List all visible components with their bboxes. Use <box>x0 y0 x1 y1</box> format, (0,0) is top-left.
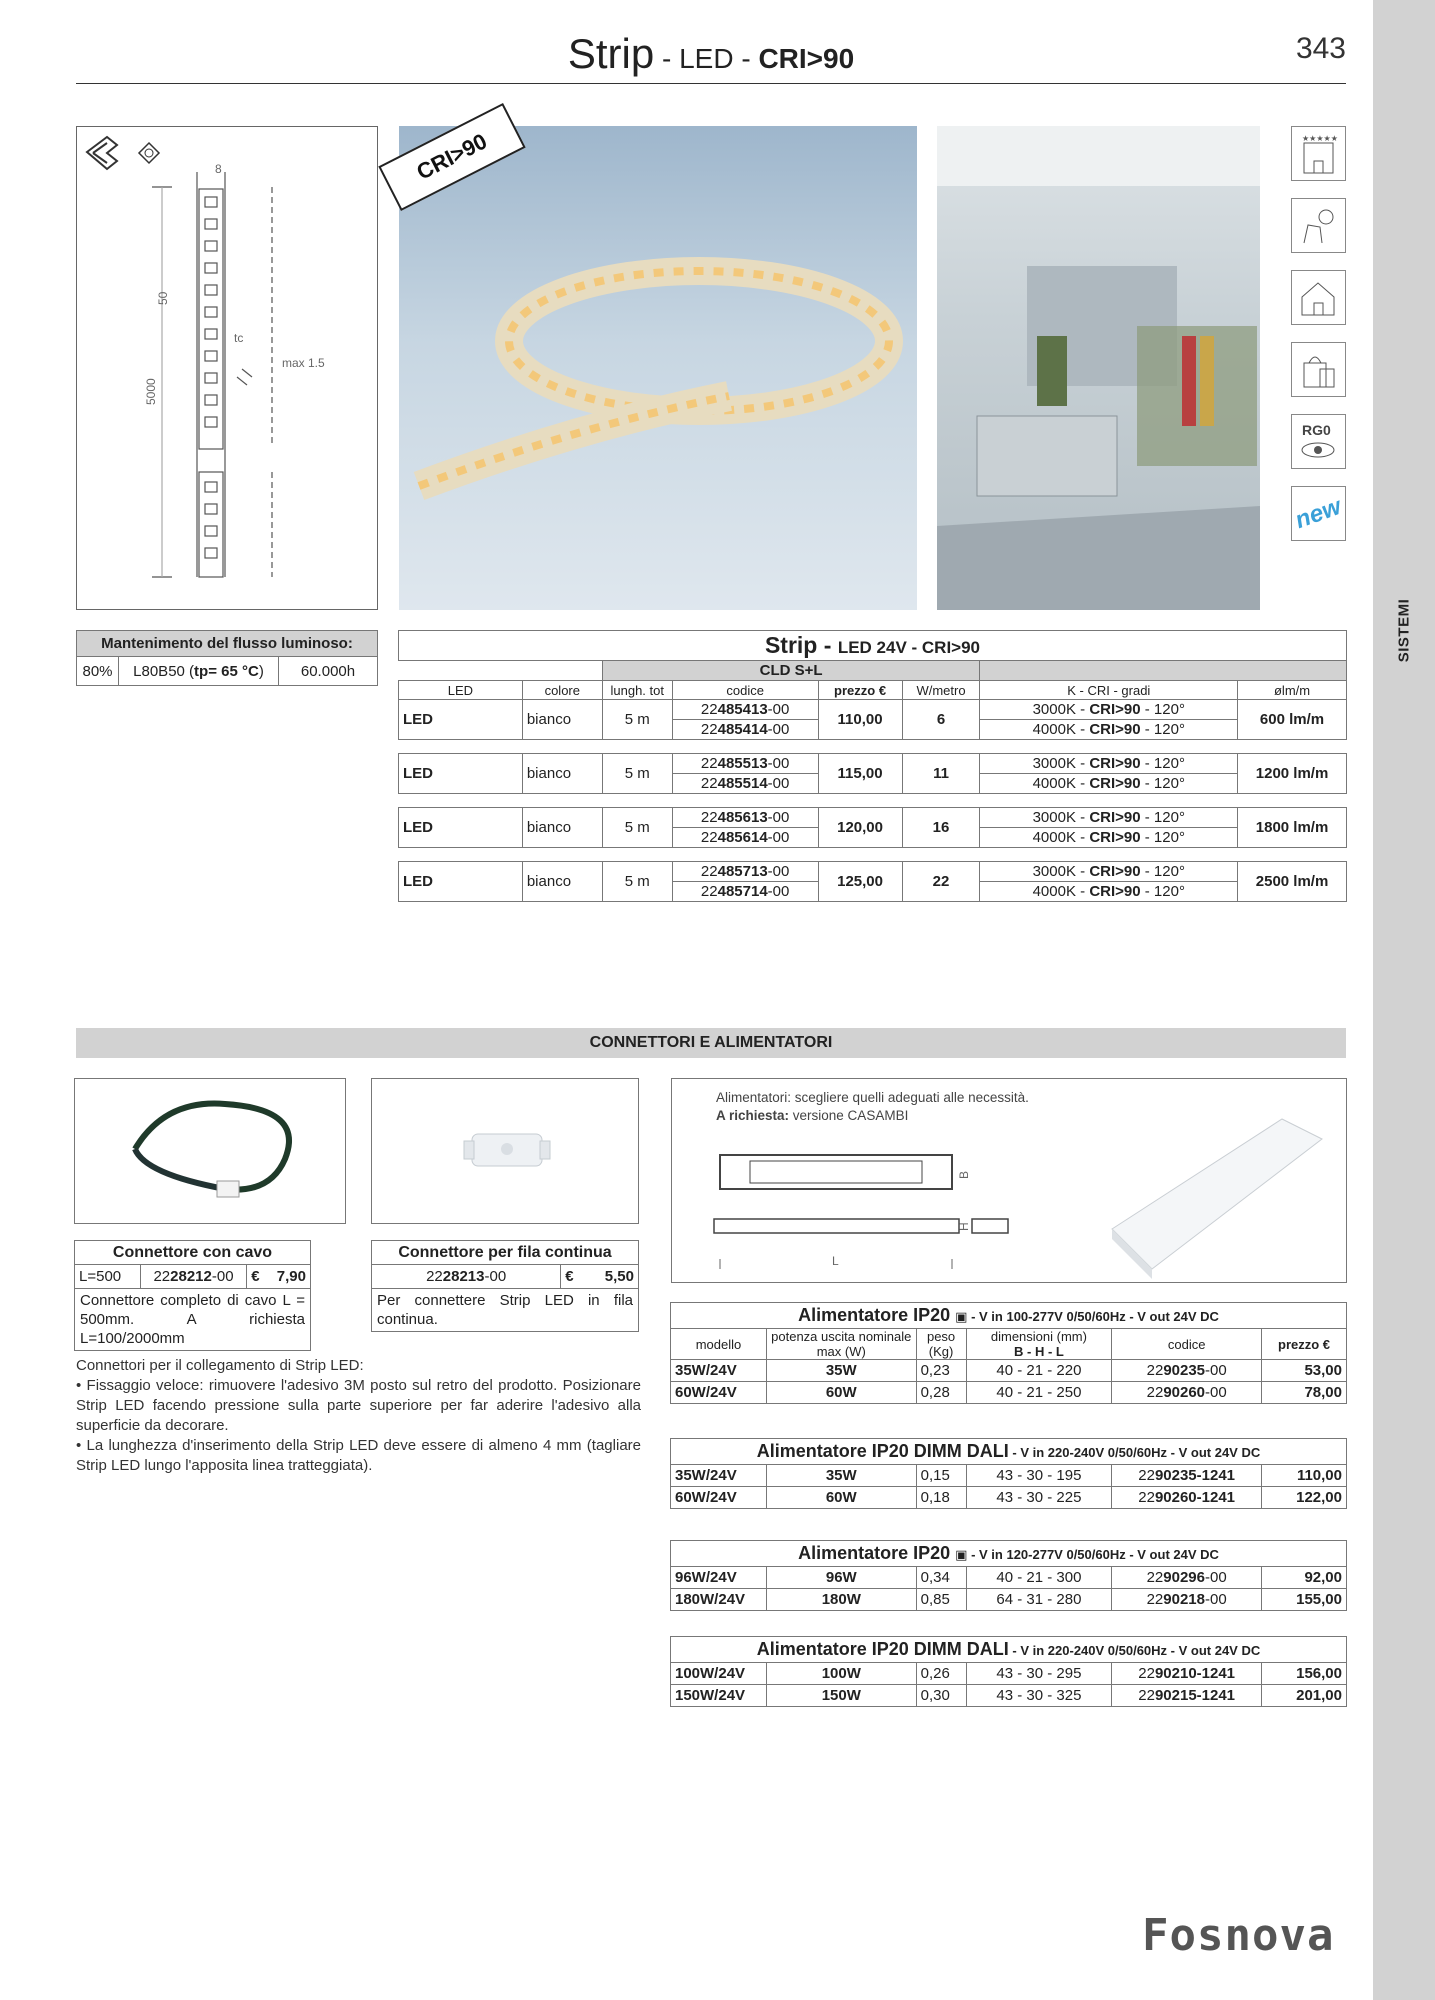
table-row: 35W/24V 35W 0,23 40 - 21 - 220 2290235-00 53,00 <box>671 1360 1347 1382</box>
table-row: 180W/24V 180W 0,85 64 - 31 - 280 2290218-00 155,00 <box>671 1589 1347 1611</box>
psu-table-title: Alimentatore IP20 ▣ - V in 100-277V 0/50/60Hz - V out 24V DC <box>671 1303 1347 1329</box>
section-side-label: SISTEMI <box>1395 598 1413 662</box>
rg0-eye-icon <box>1291 414 1346 469</box>
row-connector-title: Connettore per fila continua <box>372 1241 639 1265</box>
psu-table-title: Alimentatore IP20 DIMM DALI - V in 220-240V 0/50/60Hz - V out 24V DC <box>671 1637 1347 1663</box>
psu-table-4 <box>670 1636 1347 1707</box>
table-row: LED bianco 5 m 22485613-00 120,00 16 3000K - CRI>90 - 120° 1800 lm/m <box>399 808 1347 828</box>
table-row: 22485714-00 4000K - CRI>90 - 120° <box>399 882 1347 902</box>
svg-text:RG0: RG0 <box>1302 422 1331 438</box>
shop-interior-photo <box>937 126 1260 610</box>
maintenance-hours: 60.000h <box>300 662 356 680</box>
row-connector-table <box>371 1240 639 1332</box>
row-connector-price: € 5,50 <box>561 1265 639 1289</box>
house-icon <box>1291 270 1346 325</box>
maintenance-percent: 80% <box>77 657 119 685</box>
psu-table-1: Alimentatore IP20 ▣ - V in 100-277V 0/50/60Hz - V out 24V DC modello potenza uscita nominale max (W) peso (Kg) dimensioni (mm) B - H - L codice prezzo € 35W/24V 35W 0,23 40 - 21 - 220 2290235-00 53,00 60W/24V 60W 0,28 40 - 21 - 250 2290260-00 78,00 <box>670 1302 1347 1404</box>
maintenance-lb: L80B50 ( tp= 65 °C ) <box>119 657 279 685</box>
page-number: 343 <box>1295 32 1346 65</box>
psu-table-title: Alimentatore IP20 DIMM DALI - V in 220-240V 0/50/60Hz - V out 24V DC <box>671 1439 1347 1465</box>
section-title: CONNETTORI E ALIMENTATORI <box>76 1028 1346 1058</box>
dim-5000: 5000 <box>144 378 158 405</box>
dim-max: max 1.5 <box>282 356 325 370</box>
table-row: 96W/24V 96W 0,34 40 - 21 - 300 2290296-00 92,00 <box>671 1567 1347 1589</box>
table-row: 22485614-00 4000K - CRI>90 - 120° <box>399 828 1347 848</box>
lumen-maintenance <box>76 630 378 686</box>
row-connector-photo <box>371 1078 639 1224</box>
svg-text:L: L <box>832 1254 839 1268</box>
svg-text:B: B <box>957 1170 971 1179</box>
table-row: 60W/24V 60W 0,28 40 - 21 - 250 2290260-00 78,00 <box>671 1382 1347 1404</box>
cable-connector-title: Connettore con cavo <box>75 1241 311 1265</box>
insulation-icon <box>139 143 159 163</box>
power-supply-box <box>671 1078 1347 1283</box>
hotel-icon <box>1291 126 1346 181</box>
row-connector-desc: Per connettere Strip LED in fila continua. <box>372 1289 639 1332</box>
cable-code: 2228212-00 <box>140 1265 246 1289</box>
brand-logo: Fosnova <box>1142 1910 1335 1961</box>
side-strip <box>1373 0 1435 2000</box>
table-row: 100W/24V 100W 0,26 43 - 30 - 295 2290210-1241 156,00 <box>671 1663 1347 1685</box>
row-connector-code: 2228213-00 <box>372 1265 561 1289</box>
led-strip-photo <box>399 126 917 610</box>
office-chair-icon <box>1291 198 1346 253</box>
table-row: 35W/24V 35W 0,15 43 - 30 - 195 2290235-1241 110,00 <box>671 1465 1347 1487</box>
psu-table-2 <box>670 1438 1347 1509</box>
cable-desc: Connettore completo di cavo L = 500mm. A richiesta L=100/2000mm <box>75 1289 311 1351</box>
technical-drawing <box>76 126 378 610</box>
psu-drawing <box>672 1079 1347 1283</box>
table-row: LED bianco 5 m 22485513-00 115,00 11 3000K - CRI>90 - 120° 1200 lm/m <box>399 754 1347 774</box>
strip-table-title: Strip - LED 24V - CRI>90 <box>399 631 1347 661</box>
feature-icon-column <box>1291 126 1346 558</box>
table-row: 150W/24V 150W 0,30 43 - 30 - 325 2290215-1241 201,00 <box>671 1685 1347 1707</box>
cri-badge: CRI>90 <box>378 103 525 211</box>
page-title: Strip - LED - CRI>90 <box>567 30 855 77</box>
table-row: 22485414-00 4000K - CRI>90 - 120° <box>399 720 1347 740</box>
connector-notes: Connettori per il collegamento di Strip LED: • Fissaggio veloce: rimuovere l'adesivo 3M posto sul retro del prodotto. Posizionare Strip LED facendo pressione sulla parte superiore per far aderire l'adesivo alla superficie da decorare. • La lunghezza d'inserimento della Strip LED deve essere di almeno 4 mm (tagliare Strip LED lungo l'apposita linea tratteggiata). <box>76 1357 641 1474</box>
strip-price-table <box>398 630 1347 902</box>
strip-table-header: LED colore lungh. tot codice prezzo € W/metro K - CRI - gradi ølm/m <box>399 681 1347 700</box>
table-row: 60W/24V 60W 0,18 43 - 30 - 225 2290260-1241 122,00 <box>671 1487 1347 1509</box>
svg-text:H: H <box>957 1222 971 1231</box>
new-badge: new <box>1291 486 1346 541</box>
cable-length: L=500 <box>75 1265 141 1289</box>
page-header <box>76 22 1346 84</box>
class-icon <box>87 137 117 169</box>
svg-text:★★★★★: ★★★★★ <box>1302 134 1338 143</box>
maintenance-title: Mantenimento del flusso luminoso: <box>77 631 377 657</box>
psu-note: Alimentatori: scegliere quelli adeguati alle necessità. A richiesta: versione CASAMBI <box>716 1090 1029 1123</box>
group-header: CLD S+L <box>602 661 980 681</box>
dim-tc: tc <box>234 331 244 345</box>
psu-table-title: Alimentatore IP20 ▣ - V in 120-277V 0/50/60Hz - V out 24V DC <box>671 1541 1347 1567</box>
dim-8: 8 <box>215 162 222 176</box>
table-row: 22485514-00 4000K - CRI>90 - 120° <box>399 774 1347 794</box>
table-row: LED bianco 5 m 22485713-00 125,00 22 3000K - CRI>90 - 120° 2500 lm/m <box>399 862 1347 882</box>
dim-50: 50 <box>156 291 170 305</box>
cable-price: € 7,90 <box>247 1265 311 1289</box>
shopping-bag-icon <box>1291 342 1346 397</box>
psu-table-3 <box>670 1540 1347 1611</box>
table-row: LED bianco 5 m 22485413-00 110,00 6 3000K - CRI>90 - 120° 600 lm/m <box>399 700 1347 720</box>
cable-connector-photo <box>74 1078 346 1224</box>
cable-connector-table <box>74 1240 311 1351</box>
